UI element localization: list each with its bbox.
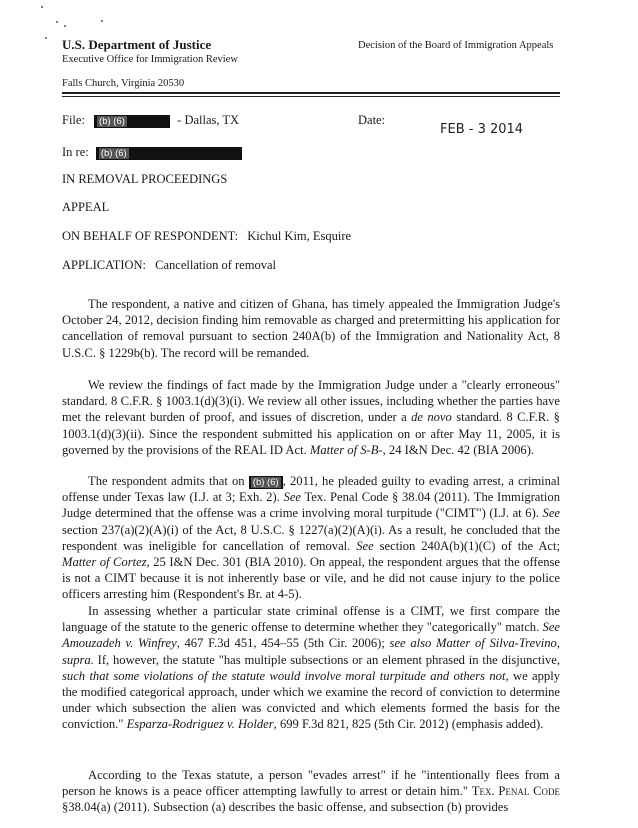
office-name: Executive Office for Immigration Review [62,54,238,65]
header-rule [62,92,560,94]
paragraph-2: We review the findings of fact made by the Immigration Judge under a "clearly erroneous" standard. 8 C.F.R. § 1003.1(d)(3)(i). We review all other issues, including whether the parties have met the relevant burden of proof, and issues of discretion, under a de novo standard. 8 C.F.R. § 1003.1(d)(3)(ii). Since the respondent submitted his application on or after May 11, 2005, it is governed by the provisions of the REAL ID Act. Matter of S-B-, 24 I&N Dec. 42 (BIA 2006). [62,378,560,457]
application-label: APPLICATION: [62,258,147,272]
application-line [62,258,276,273]
inre-line [62,145,242,160]
appeal-heading: APPEAL [62,200,110,214]
paragraph-1: The respondent, a native and citizen of Ghana, has timely appealed the Immigration Judge's October 24, 2012, decision finding him removable as charged and pretermitting his application for cancellation of removal pursuant to section 240A(b) of the Immigration and Nationality Act, 8 U.S.C. § 1229b(b). The record will be remanded. [62,297,560,360]
application-value: Cancellation of removal [155,258,276,272]
counsel-name: Kichul Kim, Esquire [247,229,352,243]
file-suffix: - Dallas, TX [177,113,240,127]
file-line [62,113,239,128]
date-label: Date: [358,113,386,127]
paragraph-5: According to the Texas statute, a person "evades arrest" if he "intentionally flees from a person he knows is a peace officer attempting lawfully to arrest or detain him." Tex. Penal Code §38.04(a) (2011). Subsection (a) describes the basic offense, and subsection (b) provides [62,768,561,815]
file-redaction: (b) (6) [94,115,170,128]
scan-speck [41,6,43,8]
scan-speck [56,21,58,23]
header-rule-thin [62,96,560,97]
inre-redaction: (b) (6) [96,147,242,160]
board-title: Decision of the Board of Immigration Appeals [358,40,554,51]
scan-speck [64,25,66,27]
behalf-label: ON BEHALF OF RESPONDENT: [62,229,239,243]
office-location: Falls Church, Virginia 20530 [62,78,185,89]
scan-speck [45,37,47,39]
inre-label: In re: [62,145,89,159]
behalf-line [62,229,351,244]
file-label: File: [62,113,85,127]
date-stamp: FEB - 3 2014 [440,122,524,137]
paragraph-3: The respondent admits that on (b) (6) , 2011, he pleaded guilty to evading arrest, a criminal offense under Texas law (I.J. at 3; Exh. 2). See Tex. Penal Code § 38.04 (2011). The Immigration Judge determined that the offense was a crime involving moral turpitude ("CIMT") (I.J. at 6). See section 237(a)(2)(A)(i) of the Act, 8 U.S.C. § 1227(a)(2)(A)(i). As a result, he concluded that the respondent was ineligible for cancellation of removal. See section 240A(b)(1)(C) of the Act; Matter of Cortez, 25 I&N Dec. 301 (BIA 2010). On appeal, the respondent argues that the offense is not a CIMT because it is not inherently base or vile, and he did not cause injury to the police officers arresting him (Respondent's Br. at 4-5). [62,474,561,602]
scan-speck [101,20,103,22]
agency-name: U.S. Department of Justice [62,37,212,52]
proceedings-heading: IN REMOVAL PROCEEDINGS [62,172,228,186]
date-redaction: (b) (6) [249,476,283,489]
paragraph-4: In assessing whether a particular state criminal offense is a CIMT, we first compare the language of the statute to the generic offense to determine whether they "categorically" match. See Amouzadeh v. Winfrey, 467 F.3d 451, 454–55 (5th Cir. 2006); see also Matter of Silva-Trevino, supra. If, however, the statute "has multiple subsections or an element phrased in the disjunctive, such that some violations of the statute would involve moral turpitude and others not, we apply the modified categorical approach, under which we examine the record of conviction to determine under which subsection the alien was convicted and which elements formed the basis for the conviction." Esparza-Rodriguez v. Holder, 699 F.3d 821, 825 (5th Cir. 2012) (emphasis added). [62,604,561,732]
